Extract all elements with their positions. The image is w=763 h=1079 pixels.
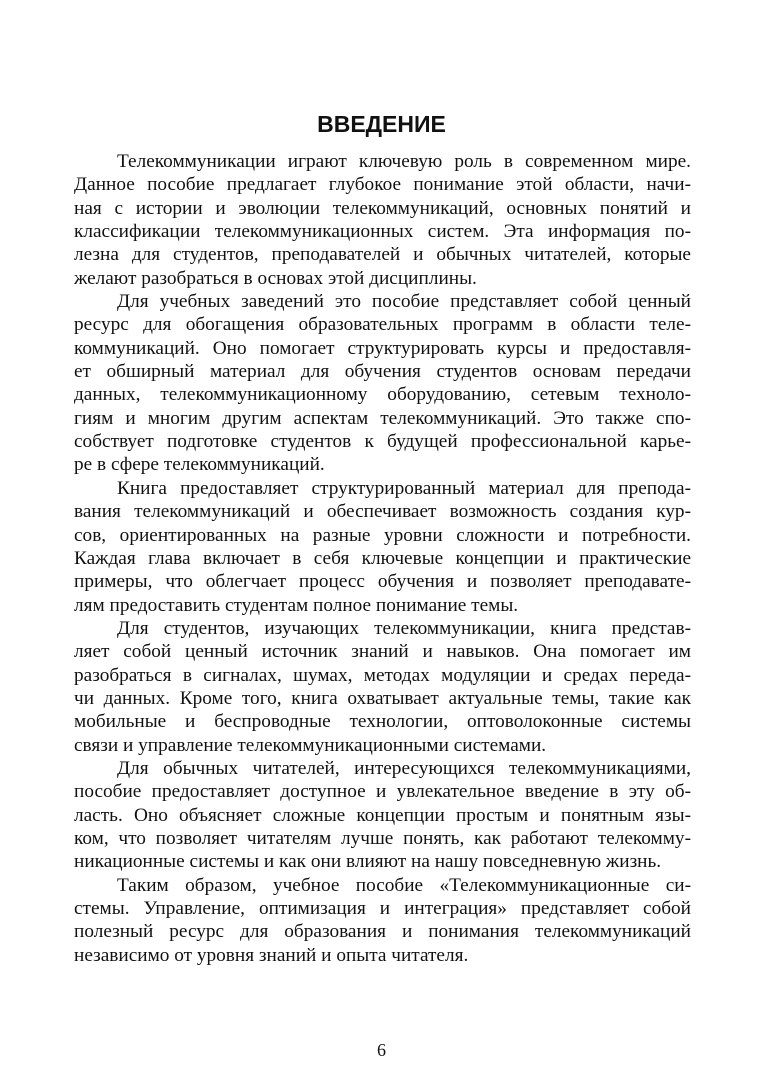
paragraph-line: ре в сфере телекоммуникаций.	[74, 454, 325, 476]
paragraph-line: желают разобраться в основах этой дисциплины.	[74, 267, 477, 289]
paragraph-line: независимо от уровня знаний и опыта читателя.	[74, 944, 469, 966]
paragraph-line: Для обычных читателей, интересующихся телекоммуникациями,	[117, 757, 691, 779]
paragraph	[74, 617, 691, 757]
paragraph-line: Книга предоставляет структурированный материал для препода-	[117, 477, 691, 499]
paragraph-line: ресурс для обогащения образовательных программ в области теле-	[74, 314, 691, 336]
paragraph-line: ком, что позволяет читателям лучше понять, как работают телекомму-	[74, 827, 691, 849]
paragraph-line: мобильные и беспроводные технологии, оптоволоконные системы	[74, 711, 691, 733]
paragraph-line: лям предоставить студентам полное понимание темы.	[74, 594, 519, 616]
paragraph-line: примеры, что облегчает процесс обучения и позволяет преподавате-	[74, 571, 691, 593]
paragraph-line: ет обширный материал для обучения студентов основам передачи	[74, 361, 691, 383]
paragraph	[74, 477, 691, 617]
paragraph	[74, 757, 691, 874]
paragraph-line: пособие предоставляет доступное и увлекательное введение в эту об-	[74, 781, 691, 803]
paragraph-line: ляет собой ценный источник знаний и навыков. Она помогает им	[74, 641, 691, 663]
page-number: 6	[377, 1040, 386, 1060]
paragraph	[74, 150, 691, 290]
paragraph-line: классификации телекоммуникационных систем. Эта информация по-	[74, 221, 691, 243]
paragraph-line: связи и управление телекоммуникационными системами.	[74, 734, 547, 756]
paragraph	[74, 290, 691, 477]
paragraph-line: чи данных. Кроме того, книга охватывает актуальные темы, такие как	[74, 687, 691, 709]
body-text	[74, 150, 691, 967]
paragraph-line: собствует подготовке студентов к будущей профессиональной карье-	[74, 431, 691, 453]
paragraph-line: никационные системы и как они влияют на нашу повседневную жизнь.	[74, 851, 662, 873]
paragraph-line: Телекоммуникации играют ключевую роль в современном мире.	[117, 151, 691, 172]
paragraph-line: ная с истории и эволюции телекоммуникаций, основных понятий и	[74, 197, 691, 219]
paragraph-line: Для учебных заведений это пособие представляет собой ценный	[117, 291, 691, 313]
paragraph-line: стемы. Управление, оптимизация и интеграция» представляет собой	[74, 898, 691, 919]
paragraph-line: гиям и многим другим аспектам телекоммуникаций. Это также спо-	[74, 407, 691, 429]
paragraph-line: разобраться в сигналах, шумах, методах модуляции и средах переда-	[74, 664, 691, 686]
paragraph-line: Таким образом, учебное пособие «Телекоммуникационные си-	[117, 874, 691, 896]
paragraph-line: сов, ориентированных на разные уровни сложности и потребности.	[74, 524, 691, 546]
paragraph-line: данных, телекоммуникационному оборудованию, сетевым техноло-	[74, 384, 691, 406]
paragraph-line: вания телекоммуникаций и обеспечивает возможность создания кур-	[74, 501, 691, 523]
paragraph-line: Каждая глава включает в себя ключевые концепции и практические	[74, 547, 691, 569]
paragraph-line: лезна для студентов, преподавателей и обычных читателей, которые	[74, 244, 691, 266]
paragraph-line: Для студентов, изучающих телекоммуникации, книга представ-	[117, 617, 691, 639]
page-title: ВВЕДЕНИЕ	[317, 111, 446, 137]
paragraph	[74, 874, 691, 967]
paragraph-line: ласть. Оно объясняет сложные концепции простым и понятным язы-	[74, 804, 691, 826]
paragraph-line: коммуникаций. Оно помогает структурировать курсы и предоставля-	[74, 337, 691, 359]
paragraph-line: полезный ресурс для образования и понимания телекоммуникаций	[74, 921, 691, 943]
paragraph-line: Данное пособие предлагает глубокое понимание этой области, начи-	[74, 174, 691, 196]
